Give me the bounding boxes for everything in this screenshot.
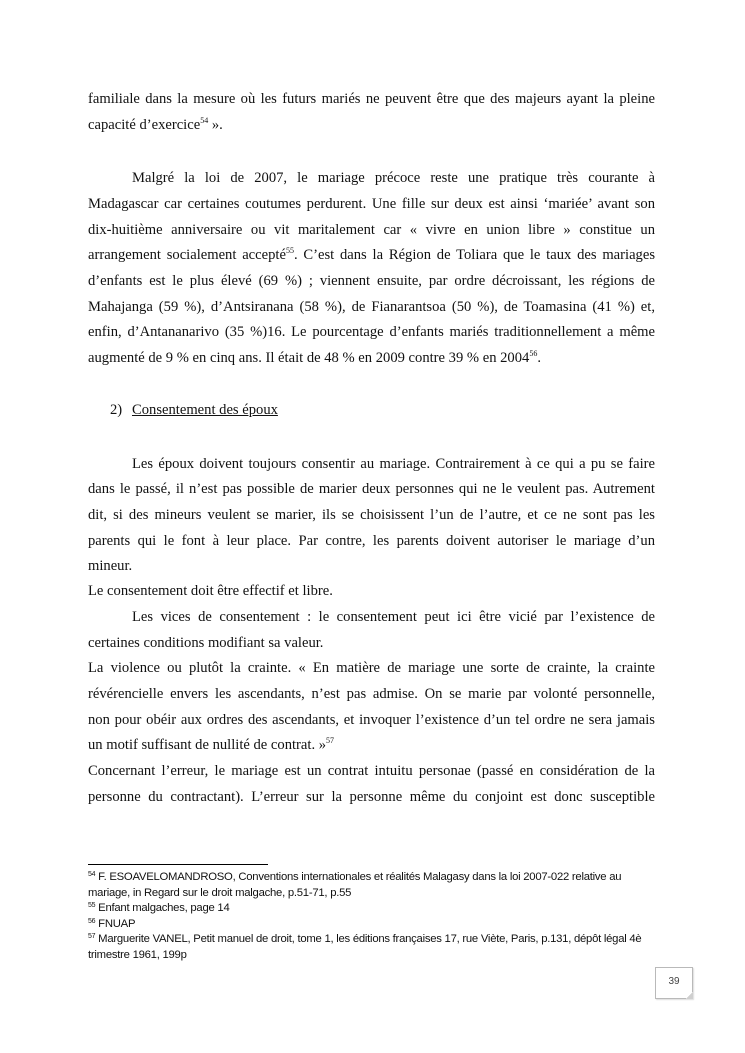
footnote-item: $^{55}$ Enfant malgaches, page 14: [88, 902, 230, 914]
text-line: Mahajanga (59 %), d’Antsiranana (58 %), de Fianarantsoa (50 %), de Toamasina (41 %) et,: [88, 299, 655, 315]
text-line: Les époux doivent toujours consentir au mariage. Contrairement à ce qui a pu se faire: [132, 456, 655, 472]
text-line: un motif suffisant de nullité de contrat. »$^{57}$: [88, 736, 335, 753]
text-line: non pour obéir aux ordres des ascendants, et invoquer l’existence d’un tel ordre ne sera jamais: [88, 712, 655, 728]
text-line: arrangement socialement accepté$^{55}$. C’est dans la Région de Toliara que le taux des mariages: [88, 246, 655, 263]
text-line: La violence ou plutôt la crainte. « En matière de mariage une sorte de crainte, la crainte: [88, 660, 655, 676]
page-number-box: [655, 967, 693, 999]
text-line: Le consentement doit être effectif et libre.: [88, 583, 333, 599]
text-line: familiale dans la mesure où les futurs mariés ne peuvent être que des majeurs ayant la pleine: [88, 91, 655, 107]
text-line: Malgré la loi de 2007, le mariage précoce reste une pratique très courante à: [132, 170, 655, 186]
text-line: augmenté de 9 % en cinq ans. Il était de 48 % en 2009 contre 39 % en 2004$^{56}$.: [88, 349, 541, 366]
text-line: dix-huitième anniversaire ou vit maritalement car « vivre en union libre » constitue un: [88, 222, 655, 238]
text-line: d’enfants est le plus élevé (69 %) ; viennent ensuite, par ordre décroissant, les régions de: [88, 273, 655, 289]
text-line: mineur.: [88, 558, 133, 574]
footnote-ref[interactable]: 57: [326, 736, 335, 745]
text-line: enfin, d’Antananarivo (35 %)16. Le pourcentage d’enfants mariés traditionnellement a même: [88, 324, 655, 340]
footnote-ref[interactable]: 54: [200, 116, 209, 125]
text-line: parents qui le font à leur place. Par contre, les parents doivent autoriser le mariage d’un: [88, 533, 655, 549]
footnote-item: $^{54}$ F. ESOAVELOMANDROSO, Conventions internationales et réalités Malagasy dans la loi 2007-022 relative au mariage, in Regard sur le droit malgache, p.51-71, p.55: [88, 871, 622, 899]
text-line: Les vices de consentement : le consentement peut ici être vicié par l’existence de: [132, 609, 655, 625]
text-line: Concernant l’erreur, le mariage est un contrat intuitu personae (passé en considération de la: [88, 763, 655, 779]
footnotes: [88, 870, 658, 963]
heading-title: Consentement des époux: [132, 402, 278, 418]
footnote-item: $^{56}$ FNUAP: [88, 917, 136, 930]
footnote-ref[interactable]: 55: [285, 246, 294, 255]
text-line: dit, si des mineurs veulent se marier, ils se choisissent l’un de l’autre, et ce ne sont pas les: [88, 507, 655, 523]
text-line: dans le passé, il n’est pas possible de marier deux personnes qui ne le veulent pas. Autrement: [88, 481, 655, 497]
footnote-item: $^{57}$ Marguerite VANEL, Petit manuel de droit, tome 1, les éditions françaises 17, rue Viète, Paris, p.131, dépôt légal 4è trimestre 1961, 199p: [88, 933, 642, 961]
text-line: capacité d’exercice$^{54}$ ».: [88, 116, 223, 133]
text-line: certaines conditions modifiant sa valeur.: [88, 635, 324, 651]
heading-number: 2): [110, 402, 123, 418]
footnote-ref[interactable]: 56: [529, 349, 538, 358]
text-line: Madagascar car certaines coutumes perdurent. Une fille sur deux est ainsi ‘mariée’ avant son: [88, 196, 655, 212]
footnote-separator: [88, 864, 268, 865]
text-line: révérencielle envers les ascendants, n’est pas admise. On se marie par volonté personnelle,: [88, 686, 655, 702]
page-number: 39: [668, 976, 680, 987]
text-line: personne du contractant). L’erreur sur la personne même du conjoint est donc susceptible: [88, 789, 655, 805]
